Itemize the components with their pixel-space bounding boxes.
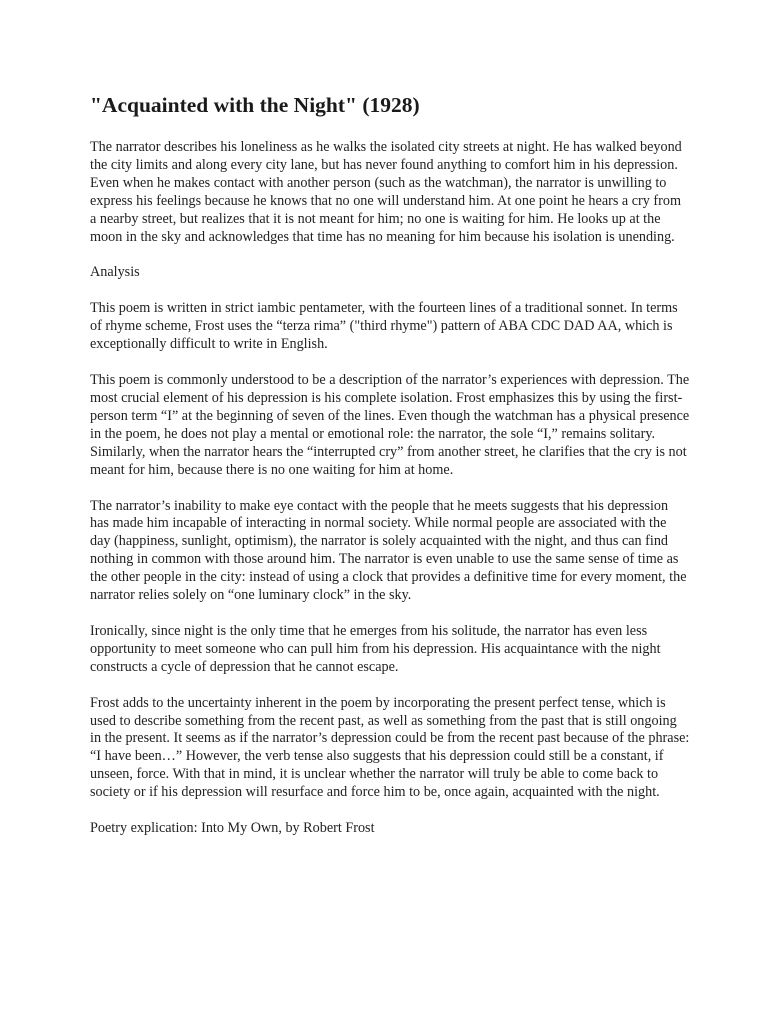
document-page xyxy=(90,92,690,856)
eye-contact-paragraph: The narrator’s inability to make eye contact with the people that he meets suggests that his depression has made him incapable of interacting in normal society. While normal people are associated with the day (happiness, sunlight, optimism), the narrator is solely acquainted with the night, and thus can find nothing in common with those around him. The narrator is even unable to use the same sense of time as the other people in the city: instead of using a clock that provides a definitive time for every moment, the narrator relies solely on “one luminary clock” in the sky. xyxy=(90,497,687,604)
summary-paragraph: The narrator describes his loneliness as he walks the isolated city streets at night. He has walked beyond the city limits and along every city lane, but has never found anything to comfort him in his depression. Even when he makes contact with another person (such as the watchman), the narrator is unwilling to express his feelings because he knows that no one will understand him. At one point he hears a cry from a nearby street, but realizes that it is not meant for him; no one is waiting for him. He looks up at the moon in the sky and acknowledges that time has no meaning for him because his isolation is unending. xyxy=(90,139,682,245)
tense-paragraph: Frost adds to the uncertainty inherent in the poem by incorporating the present perfect tense, which is used to describe something from the recent past, as well as something from the past that is still ongoing in the present. It seems as if the narrator’s depression could be from the recent past because of the phrase: “I have been…” However, the verb tense also suggests that his depression could still be a constant, if unseen, force. With that in mind, it is unclear whether the narrator will truly be able to come back to society or if his depression will resurface and force him to be, once again, acquainted with the night. xyxy=(90,694,690,801)
irony-paragraph: Ironically, since night is the only time that he emerges from his solitude, the narrator has even less opportunity to meet someone who can pull him from his depression. His acquaintance with the night constructs a cycle of depression that he cannot escape. xyxy=(90,622,661,675)
document-title: "Acquainted with the Night" (1928) xyxy=(90,93,420,117)
analysis-heading: Analysis xyxy=(90,264,140,281)
isolation-paragraph: This poem is commonly understood to be a description of the narrator’s experiences with depression. The most crucial element of his depression is his complete isolation. Frost emphasizes this by using the first-person term “I” at the beginning of seven of the lines. Even though the watchman has a physical presence in the poem, he does not play a mental or emotional role: the narrator, the sole “I,” remains solitary. Similarly, when the narrator hears the “interrupted cry” from another street, he clarifies that the cry is not meant for him, because there is no one waiting for him at home. xyxy=(90,372,690,478)
meter-paragraph: This poem is written in strict iambic pentameter, with the fourteen lines of a traditional sonnet. In terms of rhyme scheme, Frost uses the “terza rima” ("third rhyme") pattern of ABA CDC DAD AA, which is exceptionally difficult to write in English. xyxy=(90,300,678,353)
related-link-text: Poetry explication: Into My Own, by Robert Frost xyxy=(90,820,375,837)
